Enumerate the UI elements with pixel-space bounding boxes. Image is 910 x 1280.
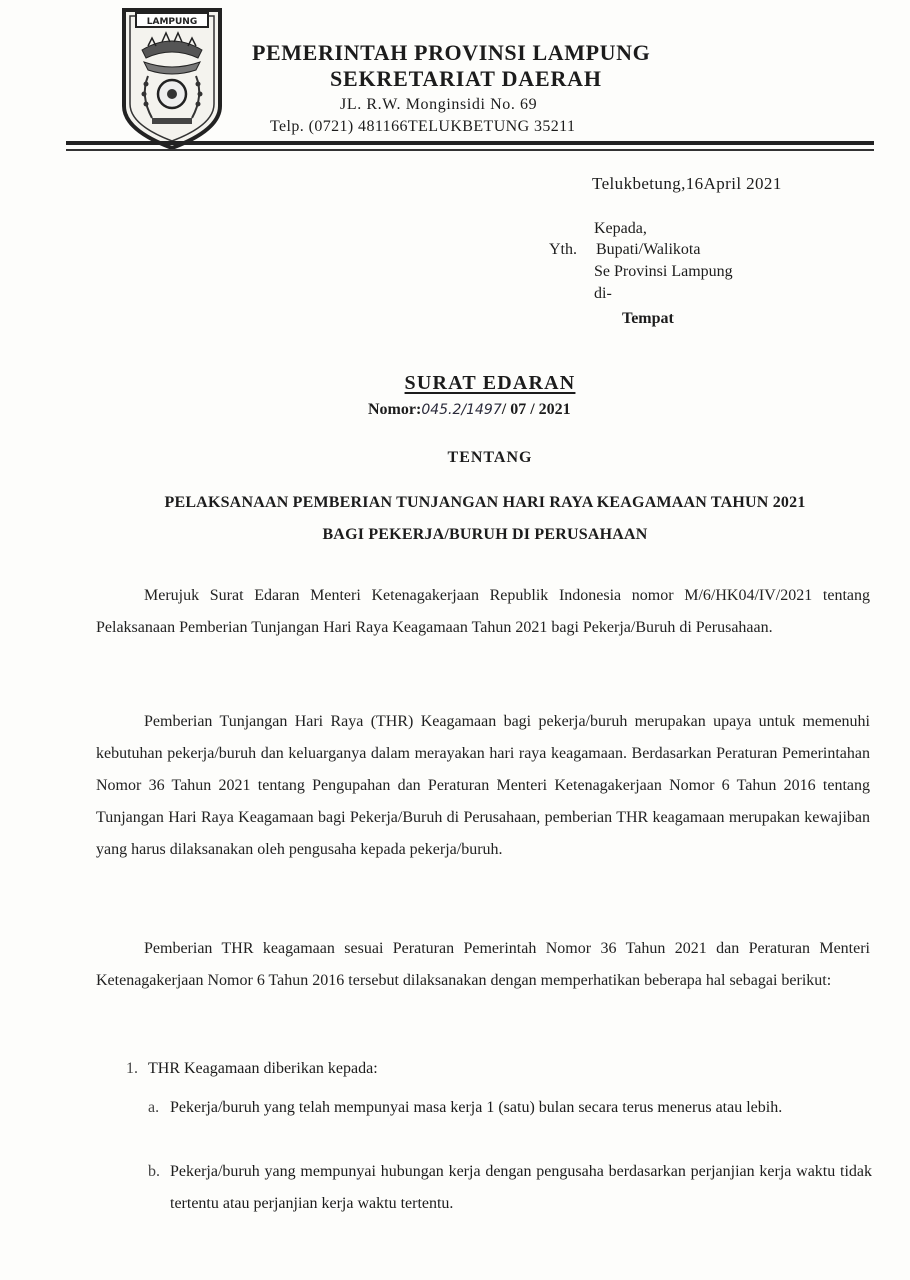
recipient-di: di- bbox=[594, 285, 612, 302]
list-item-1-number: 1. bbox=[126, 1060, 138, 1077]
document-type-title: SURAT EDARAN bbox=[404, 372, 576, 394]
list-subitem-b bbox=[148, 1156, 872, 1220]
crest-label: LAMPUNG bbox=[146, 17, 198, 27]
letterhead-rule-thin bbox=[66, 149, 874, 151]
body-paragraph-3: Pemberian THR keagamaan sesuai Peraturan Pemerintah Nomor 36 Tahun 2021 dan Peraturan Menteri Ketenagakerjaan Nomor 6 Tahun 2016 tersebut dilaksanakan dengan memperhatikan beberapa hal sebagai berikut: bbox=[96, 940, 870, 989]
letterhead-rule-thick bbox=[66, 141, 874, 145]
recipient-kepada: Kepada, bbox=[594, 220, 647, 237]
recipient-region: Se Provinsi Lampung bbox=[594, 263, 733, 280]
body-paragraph-2: Pemberian Tunjangan Hari Raya (THR) Keagamaan bagi pekerja/buruh merupakan upaya untuk memenuhi kebutuhan pekerja/buruh dan keluarganya dalam merayakan hari raya keagamaan. Berdasarkan Peraturan Pemerintahan Nomor 36 Tahun 2021 tentang Pengupahan dan Peraturan Menteri Ketenagakerjaan Nomor 6 Tahun 2016 tentang Tunjangan Hari Raya Keagamaan bagi Pekerja/Buruh di Perusahaan, pemberian THR keagamaan merupakan kewajiban yang harus dilaksanakan oleh pengusaha kepada pekerja/buruh. bbox=[96, 713, 870, 858]
letterhead-phone: Telp. (0721) 481166TELUKBETUNG 35211 bbox=[270, 118, 576, 135]
document-number-handwritten: 045.2/1497 bbox=[421, 402, 502, 418]
recipient-yth: Yth. bbox=[549, 241, 577, 258]
subject-line-2: BAGI PEKERJA/BURUH DI PERUSAHAAN bbox=[322, 526, 648, 543]
letterhead-address: JL. R.W. Monginsidi No. 69 bbox=[340, 96, 538, 113]
tentang-heading: TENTANG bbox=[447, 449, 533, 466]
provincial-crest-emblem bbox=[118, 6, 226, 152]
list-subitem-b-letter: b. bbox=[148, 1163, 160, 1180]
body-paragraph-1: Merujuk Surat Edaran Menteri Ketenagakerjaan Republik Indonesia nomor M/6/HK04/IV/2021 tentang Pelaksanaan Pemberian Tunjangan Hari Raya Keagamaan Tahun 2021 bagi Pekerja/Buruh di Perusahaan. bbox=[96, 587, 870, 636]
letterhead-title-secretariat: SEKRETARIAT DAERAH bbox=[330, 66, 602, 91]
list-item-1-text: THR Keagamaan diberikan kepada: bbox=[148, 1060, 378, 1077]
letterhead-title-province: PEMERINTAH PROVINSI LAMPUNG bbox=[252, 40, 651, 65]
place-date: Telukbetung,16April 2021 bbox=[592, 174, 782, 193]
recipient-tempat: Tempat bbox=[622, 310, 674, 327]
list-subitem-a-letter: a. bbox=[148, 1099, 160, 1116]
list-subitem-a-text: Pekerja/buruh yang telah mempunyai masa kerja 1 (satu) bulan secara terus menerus atau lebih. bbox=[170, 1099, 783, 1116]
document-number-suffix: / 07 / 2021 bbox=[501, 401, 571, 418]
list-item-1 bbox=[126, 1060, 378, 1078]
subject-line-1: PELAKSANAAN PEMBERIAN TUNJANGAN HARI RAYA KEAGAMAAN TAHUN 2021 bbox=[164, 494, 806, 511]
document-number-prefix: Nomor: bbox=[368, 401, 422, 418]
list-subitem-b-text: Pekerja/buruh yang mempunyai hubungan kerja dengan pengusaha berdasarkan perjanjian kerja waktu tidak tertentu atau perjanjian kerja waktu tertentu. bbox=[170, 1163, 872, 1212]
list-subitem-a bbox=[148, 1092, 872, 1124]
recipient-addressee: Bupati/Walikota bbox=[596, 241, 701, 258]
document-number bbox=[368, 401, 571, 419]
